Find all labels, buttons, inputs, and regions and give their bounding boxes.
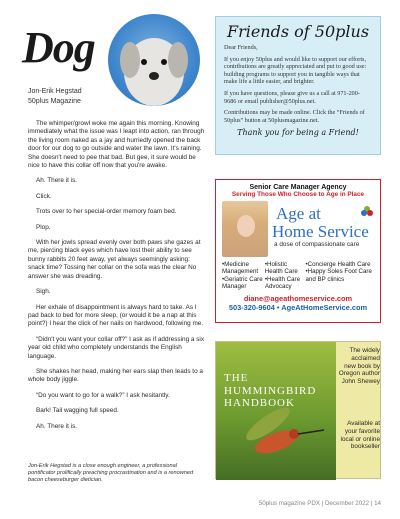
article-paragraph: Ah. There it is.	[36, 177, 78, 185]
brand-line-2: Home Service	[272, 222, 369, 241]
article-paragraph: Her exhale of disappointment is always hard to take. As I pad back to bed for more sleep, (or would it be a nap at this point?) I hear the click of her nails on hardwood, following me.	[28, 303, 204, 328]
flower-icon	[360, 205, 374, 219]
author-bio: Jon-Erik Hegstad is a close enough engineer, a professional pontificator prolifically preaching procrastination and is a renowned bacon cheeseburger dietician.	[28, 463, 194, 484]
brand-tagline: a dose of compassionate care	[274, 241, 360, 248]
senior-care-ad[interactable]	[215, 179, 381, 323]
article-paragraph: Sigh.	[36, 288, 51, 296]
ad-brand-area	[216, 201, 380, 259]
ad-phone-website[interactable]: 503-320-9604 • AgeAtHomeService.com	[228, 302, 368, 312]
service-item: • Happy Soles Foot Care and BP clinics	[305, 268, 374, 283]
book-availability: Available at your favorite local or online bookseller	[340, 420, 380, 451]
friends-paragraph: If you have questions, please give us a call at 971-200-9686 or email publisher@50plus.net.	[224, 89, 360, 105]
article-paragraph: Trots over to her special-order memory foam bed.	[36, 208, 177, 216]
book-description: The widely acclaimed new book by Oregon author John Shewey	[338, 347, 380, 386]
service-item: • Concierge Health Care	[305, 261, 374, 268]
agent-photo	[222, 201, 268, 257]
article-paragraph: Click.	[36, 192, 52, 200]
page-footer: 50plus magazine PDX | December 2022 | 14	[258, 500, 381, 507]
brand-line-1: Age at	[276, 204, 321, 223]
ad-subtitle: Serving Those Who Choose to Age in Place	[231, 191, 365, 198]
agent-face-icon	[237, 215, 255, 237]
service-item: • Geriatric Care Manager	[222, 276, 265, 291]
service-item: • Holistic Health Care	[265, 261, 306, 276]
article-paragraph: With her jowls spread evenly over both paws she gazes at me, piercing black eyes which have lost their ability to see bunny rabbits 20 feet away, yet always seemingly asking: snack time? Tossing her collar on the sofa was the clear No answer she was dreading.	[28, 239, 201, 280]
article-byline	[28, 87, 82, 107]
article-paragraph: Bark! Tail wagging full speed.	[36, 407, 119, 415]
cover-title-line-1: THE	[224, 372, 249, 384]
dog-portrait-image	[108, 14, 200, 106]
book-cover-image	[216, 342, 336, 480]
article-paragraph: “Do you want to go for a walk?” I ask hesitantly.	[36, 391, 170, 399]
article-paragraph: “Didn't you want your collar off?” I ask as if addressing a six year old child who completely understands the English language.	[28, 335, 205, 360]
article-body	[28, 120, 205, 438]
publication-name: 50plus Magazine	[28, 98, 81, 105]
services-list	[216, 261, 380, 291]
friends-of-50plus-box	[215, 16, 381, 155]
friends-title: Friends of 50plus	[226, 22, 370, 41]
services-col-1	[222, 261, 265, 291]
article-paragraph: She shakes her head, making her ears slap then leads to a whole body jiggle.	[28, 367, 203, 384]
service-item: • Health Care Advocacy	[265, 276, 306, 291]
friends-greeting: Dear Friends,	[224, 44, 258, 51]
dog-face-icon	[108, 14, 200, 106]
author-name: Jon-Erik Hegstad	[28, 88, 82, 95]
friends-paragraph: If you enjoy 50plus and would like to support our efforts, contributions are greatly appreciated and put to good use: building programs to support you in tangible ways that make life a little easier, and brighter.	[224, 55, 367, 86]
service-item: • Medicine Management	[222, 261, 265, 276]
article-paragraph: Plop.	[36, 223, 51, 231]
cover-title-line-2: HUMMINGBIRD HANDBOOK	[224, 385, 317, 409]
services-col-3	[305, 261, 374, 291]
ad-title: Senior Care Manager Agency	[249, 184, 347, 191]
friends-thanks: Thank you for being a Friend!	[237, 128, 359, 138]
hummingbird-icon	[216, 342, 336, 480]
hummingbird-book-ad[interactable]	[215, 341, 381, 479]
services-col-2	[265, 261, 306, 291]
friends-paragraph: Contributions may be made online. Click the “Friends of 50plus” button at 50plusmagazine.net.	[224, 109, 365, 124]
article-paragraph: The whimper/growl woke me again this morning. Knowing immediately what the issue was I leapt into action, ran through the living room naked as a jay and hurriedly opened the back door for our dog to go outside and water the lawn. It's raining. She doesn't need to pee that bad. But gee, it sure would be nice to have this collar off now that you're awake.	[28, 120, 205, 170]
article-title: Dog	[22, 23, 95, 72]
friends-body	[224, 44, 372, 124]
ad-email-link[interactable]: diane@ageathomeservice.com	[243, 293, 353, 303]
article-paragraph: Ah. There it is.	[36, 422, 78, 430]
